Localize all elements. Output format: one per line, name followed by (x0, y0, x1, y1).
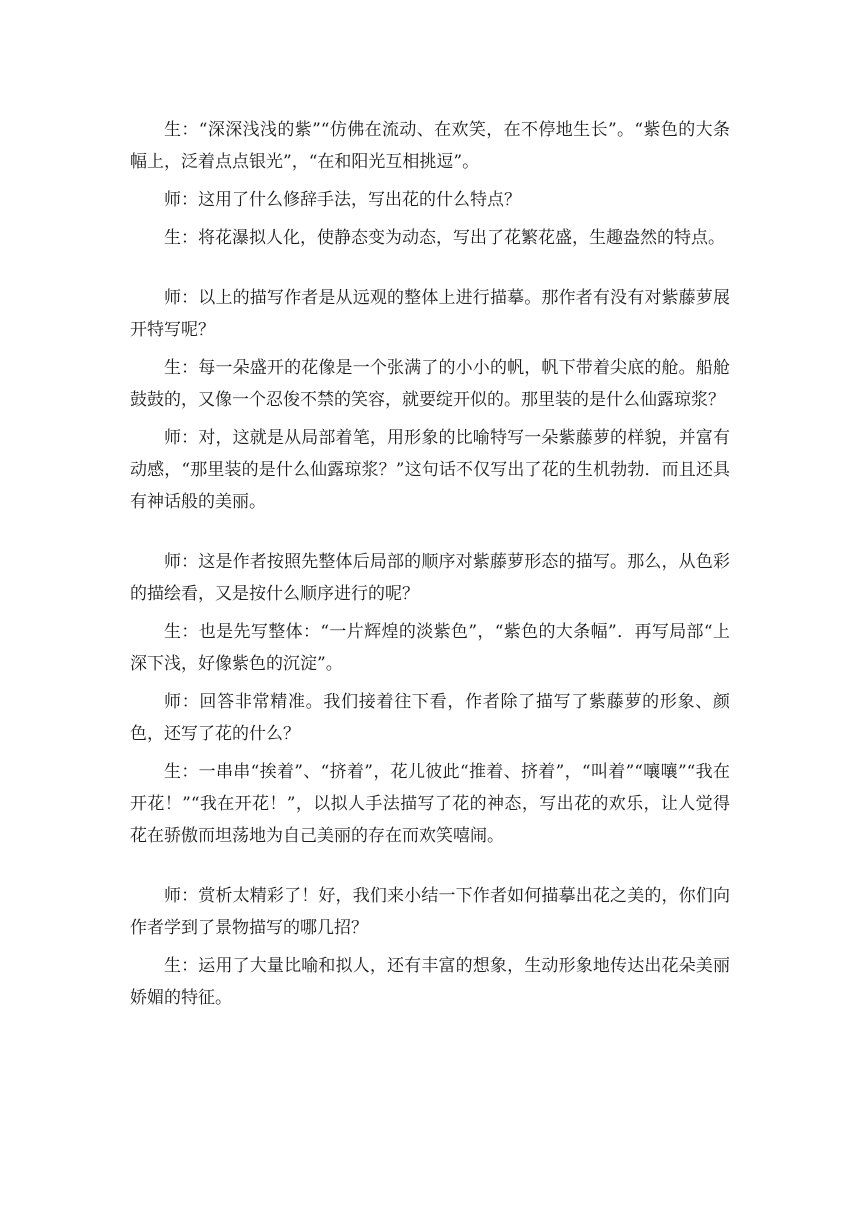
paragraph: 生：每一朵盛开的花像是一个张满了的小小的帆，帆下带着尖底的舱。船舱鼓鼓的，又像一个忍俊不禁的笑容，就要绽开似的。那里装的是什么仙露琼浆？ (130, 358, 730, 410)
paragraph: 师：以上的描写作者是从远观的整体上进行描摹。那作者有没有对紫藤萝展开特写呢？ (130, 288, 730, 340)
dialogue-block-3 (130, 546, 730, 852)
paragraph: 生：将花瀑拟人化，使静态变为动态，写出了花繁花盛，生趣盎然的特点。 (164, 228, 725, 248)
paragraph: 师：对，这就是从局部着笔，用形象的比喻特写一朵紫藤萝的样貌，并富有动感，“那里装的是什么仙露琼浆？”这句话不仅写出了花的生机勃勃．而且还具有神话般的美丽。 (130, 428, 730, 512)
paragraph: 生：“深深浅浅的紫”“仿佛在流动、在欢笑，在不停地生长”。“紫色的大条幅上，泛着点点银光”，“在和阳光互相挑逗”。 (130, 120, 730, 172)
paragraph: 师：回答非常精准。我们接着往下看，作者除了描写了紫藤萝的形象、颜色，还写了花的什么？ (130, 692, 730, 744)
paragraph: 生：运用了大量比喻和拟人，还有丰富的想象，生动形象地传达出花朵美丽娇媚的特征。 (130, 956, 730, 1008)
dialogue-block-4 (130, 880, 730, 1014)
paragraph: 师：这用了什么修辞手法，写出花的什么特点？ (164, 190, 521, 210)
document-body (130, 114, 730, 1042)
paragraph: 师：赏析太精彩了！好，我们来小结一下作者如何描摹出花之美的，你们向作者学到了景物描写的哪几招？ (130, 886, 730, 938)
dialogue-block-1 (130, 114, 730, 254)
dialogue-block-2 (130, 282, 730, 518)
paragraph: 生：一串串“挨着”、“挤着”，花儿彼此“推着、挤着”，“叫着”“嚷嚷”“我在开花！”“我在开花！”，以拟人手法描写了花的神态，写出花的欢乐，让人觉得花在骄傲而坦荡地为自己美丽的存在而欢笑嘻闹。 (130, 762, 730, 846)
paragraph: 师：这是作者按照先整体后局部的顺序对紫藤萝形态的描写。那么，从色彩的描绘看，又是按什么顺序进行的呢？ (130, 552, 730, 604)
paragraph: 生：也是先写整体：“一片辉煌的淡紫色”，“紫色的大条幅”．再写局部“上深下浅，好像紫色的沉淀”。 (130, 622, 730, 674)
